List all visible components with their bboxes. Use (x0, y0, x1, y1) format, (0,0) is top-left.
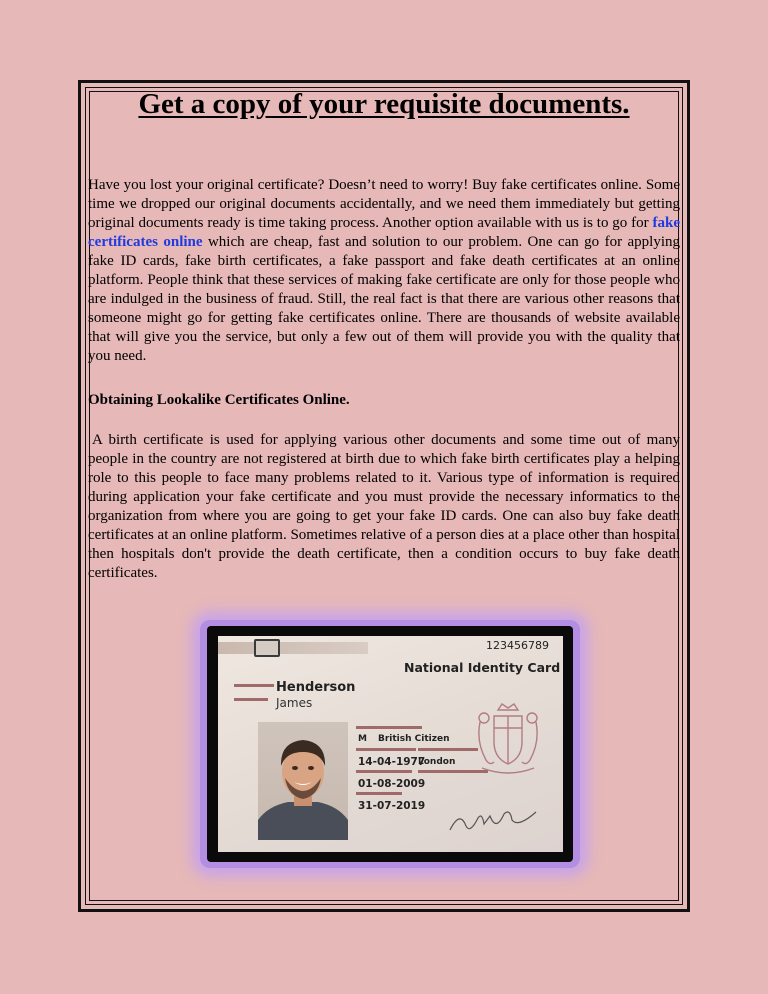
card-top-bar (218, 642, 368, 654)
issue-label-mark (356, 770, 412, 773)
card-date-of-expiry: 31-07-2019 (358, 800, 426, 812)
intro-text-start: Have you lost your original certificate? Doesn’t need to worry! Buy fake certificates online. Some time we dropped our original documents accidentally, and we need them immediately but getting original documents ready is time taking process. Another option available with us is to go for (88, 177, 680, 231)
intro-paragraph (88, 176, 680, 366)
card-holder-photo (258, 722, 348, 840)
card-place-of-birth: London (418, 757, 456, 767)
card-number: 123456789 (486, 639, 549, 652)
card-date-of-issue: 01-08-2009 (358, 778, 426, 790)
card-chip-icon (254, 639, 280, 657)
expiry-label-mark (356, 792, 402, 795)
fake-certificates-link[interactable]: fake certificates online (88, 215, 680, 250)
page-title: Get a copy of your requisite documents. (138, 88, 630, 120)
body-paragraph: A birth certificate is used for applying various other documents and some time out of many people in the country are not registered at birth due to which fake birth certificates play a helping role to this people to face many problems related to it. Various type of information is required during application your fake certificate and you must provide the necessary informatics to the organization from where you are going to get your fake ID cards. One can also buy fake death certificates at an online platform. Sometimes relative of a person dies at a place other than hospital then hospitals don't provide the death certificate, then a condition occurs to buy fake death certificates. (88, 432, 680, 581)
pob-label-mark (418, 748, 478, 751)
signature-image (446, 806, 542, 836)
given-name-label-mark (234, 698, 268, 701)
surname-label-mark (234, 684, 274, 687)
card-date-of-birth: 14-04-1977 (358, 756, 426, 768)
dob-label-mark (356, 748, 416, 751)
id-card-image (218, 636, 563, 852)
royal-crest-icon (472, 702, 544, 780)
section-heading: Obtaining Lookalike Certificates Online. (88, 392, 350, 408)
nationality-label-mark (378, 726, 422, 729)
card-sex: M (358, 734, 367, 744)
card-surname: Henderson (276, 680, 356, 695)
card-nationality: British Citizen (378, 734, 450, 744)
card-title: National Identity Card (404, 660, 561, 675)
intro-text-end: which are cheap, fast and solution to our problem. One can go for applying fake ID cards, fake birth certificates, a fake passport and fake death certificates at an online platform. People think that these services of making fake certificate are only for those people who are indulged in the business of fraud. Still, the real fact is that there are various other reasons that someone might go for getting fake certificates online. There are thousands of website available that will give you the service, but only a few out of them will provide you with the quality that you need. (88, 234, 680, 364)
card-given-name: James (276, 696, 313, 710)
